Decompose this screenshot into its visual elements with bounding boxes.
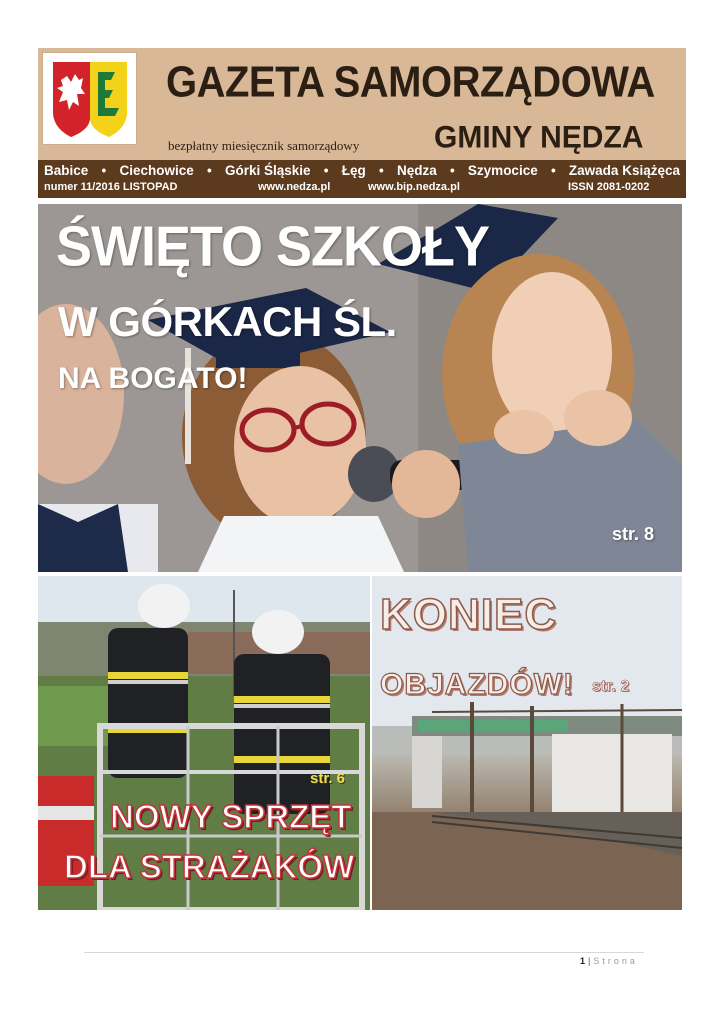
hero-headline-line1: ŚWIĘTO SZKOŁY — [56, 215, 490, 279]
village-leg: Łęg — [341, 163, 366, 178]
firefighters-headline-line1: NOWY SPRZĘT — [110, 798, 352, 835]
village-nedza: Nędza — [396, 163, 437, 178]
bullet-separator: • — [207, 163, 212, 178]
article-end-of-detours[interactable] — [372, 576, 682, 910]
issn: ISSN 2081-0202 — [568, 181, 650, 193]
village-gorki-slaskie: Górki Śląskie — [224, 163, 311, 178]
villages-bar — [38, 160, 686, 198]
hero-page-reference: str. 8 — [611, 524, 654, 544]
footer-separator: | — [588, 956, 591, 966]
newspaper-subtitle: bezpłatny miesięcznik samorządowy — [168, 138, 360, 153]
bullet-separator: • — [101, 163, 107, 178]
bridge-headline-line2: OBJAZDÓW! — [380, 668, 574, 701]
front-page — [38, 48, 686, 910]
coat-of-arms-icon — [49, 58, 131, 140]
bridge-headline-line1: KONIEC — [380, 590, 558, 639]
village-szymocice: Szymocice — [467, 163, 538, 178]
newspaper-title: GAZETA SAMORZĄDOWA — [166, 58, 655, 107]
footer-divider — [84, 952, 644, 953]
gmina-coat-of-arms-logo — [42, 52, 137, 145]
bullet-separator: • — [323, 163, 329, 178]
village-zawada-ksiazeca: Zawada Książęca — [568, 163, 680, 178]
bridge-page-reference: str. 2 — [592, 678, 630, 695]
firefighters-headline-line2: DLA STRAŻAKÓW — [64, 848, 355, 885]
villages-list — [44, 163, 680, 178]
bullet-separator: • — [449, 163, 455, 178]
bip-link[interactable]: www.bip.nedza.pl — [368, 181, 460, 193]
page-footer — [580, 956, 638, 966]
website-link[interactable]: www.nedza.pl — [258, 181, 331, 193]
hero-article-school-day[interactable] — [38, 204, 682, 572]
village-ciechowice: Ciechowice — [119, 163, 194, 178]
issue-number: numer 11/2016 LISTOPAD — [44, 181, 178, 193]
bullet-separator: • — [550, 163, 556, 178]
page-number: 1 — [580, 956, 586, 966]
hero-headline-line3: NA BOGATO! — [58, 362, 248, 395]
village-babice: Babice — [44, 163, 89, 178]
article-firefighters-equipment[interactable] — [38, 576, 370, 910]
firefighters-page-reference: str. 6 — [310, 770, 346, 787]
bullet-separator: • — [378, 163, 384, 178]
hero-headline-line2: W GÓRKACH ŚL. — [58, 298, 397, 345]
masthead — [38, 48, 686, 160]
newspaper-title-secondary: GMINY NĘDZA — [434, 120, 644, 155]
page-word: Strona — [593, 956, 638, 966]
